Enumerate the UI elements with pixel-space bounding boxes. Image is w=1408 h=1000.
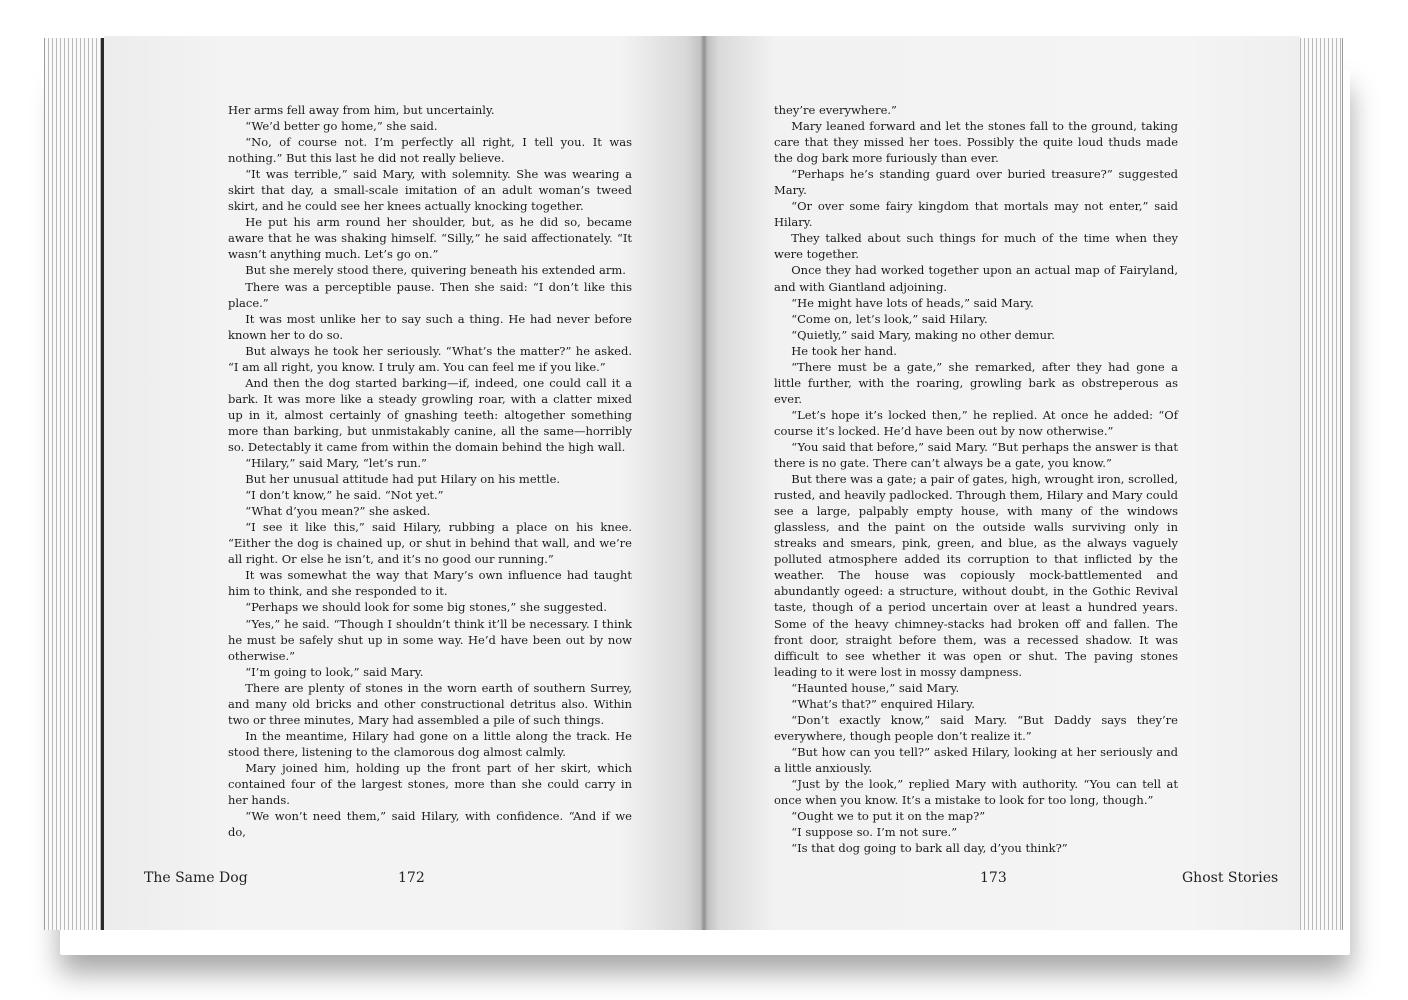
paragraph: “I see it like this,” said Hilary, rubbing a place on his knee. “Either the dog is chained up, or shut in behind that wall, and we’re all right. Or else he isn’t, and it’s no good our running.” xyxy=(228,520,632,567)
paragraph: “Is that dog going to bark all day, d’you think?” xyxy=(791,841,1068,856)
paragraph: “You said that before,” said Mary. “But perhaps the answer is that there is no gate. There can’t always be a gate, you know.” xyxy=(774,439,1178,471)
left-page-number: 172 xyxy=(398,870,425,886)
right-page-edges xyxy=(1300,38,1343,930)
paragraph: “I don’t know,” he said. “Not yet.” xyxy=(245,488,444,503)
paragraph: He took her hand. xyxy=(791,343,897,358)
paragraph: Mary leaned forward and let the stones fall to the ground, taking care that they missed her toes. Possibly the quite loud thuds made the dog bark more furiously than ever. xyxy=(774,119,1178,166)
left-page-edges xyxy=(44,38,105,930)
paragraph: “But how can you tell?” asked Hilary, looking at her seriously and a little anxiously. xyxy=(774,744,1178,775)
paragraph: they’re everywhere.” xyxy=(774,103,897,117)
paragraph: But she merely stood there, quivering beneath his extended arm. xyxy=(245,263,626,278)
paragraph: “Just by the look,” replied Mary with authority. “You can tell at once when you know. It’s a mistake to look for too long, though.” xyxy=(774,776,1178,808)
paragraph: “Or over some fairy kingdom that mortals may not enter,” said Hilary. xyxy=(774,199,1178,230)
paragraph: He put his arm round her shoulder, but, as he did so, became aware that he was shaking himself. “Silly,” he said affectionately. “It wasn’t anything much. Let’s go on.” xyxy=(228,215,632,262)
paragraph: In the meantime, Hilary had gone on a little along the track. He stood there, listening to the clamorous dog almost calmly. xyxy=(228,728,632,759)
paragraph: “Ought we to put it on the map?” xyxy=(791,809,986,824)
paragraph: “Let’s hope it’s locked then,” he replied. At once he added: “Of course it’s locked. He’d have been out by now otherwise.” xyxy=(774,407,1178,438)
paragraph: “Perhaps he’s standing guard over buried treasure?” suggested Mary. xyxy=(774,167,1178,198)
paragraph: “Come on, let’s look,” said Hilary. xyxy=(791,311,988,326)
paragraph: Her arms fell away from him, but uncertainly. xyxy=(228,103,495,117)
paragraph: “I’m going to look,” said Mary. xyxy=(245,664,424,679)
paragraph: “I suppose so. I’m not sure.” xyxy=(791,825,958,840)
paragraph: It was most unlike her to say such a thing. He had never before known her to do so. xyxy=(228,311,632,342)
right-page xyxy=(704,36,1300,930)
right-running-title: Ghost Stories xyxy=(1182,870,1279,886)
paragraph: “No, of course not. I’m perfectly all right, I tell you. It was nothing.” But this last he did not really believe. xyxy=(228,135,632,166)
paragraph: “Don’t exactly know,” said Mary. “But Daddy says they’re everywhere, though people don’t realize it.” xyxy=(774,712,1178,743)
paragraph: There was a perceptible pause. Then she said: “I don’t like this place.” xyxy=(228,279,632,310)
paragraph: “Hilary,” said Mary, “let’s run.” xyxy=(245,456,427,471)
paragraph: “We’d better go home,” she said. xyxy=(245,119,438,134)
paragraph: Mary joined him, holding up the front part of her skirt, which contained four of the largest stones, more than she could carry in her hands. xyxy=(228,760,632,808)
right-page-number: 173 xyxy=(980,870,1007,886)
paragraph: They talked about such things for much of the time when they were together. xyxy=(774,231,1178,262)
paragraph: “There must be a gate,” she remarked, after they had gone a little further, with the roaring, growling bark as obstreperous as ever. xyxy=(774,359,1178,406)
paragraph: Once they had worked together upon an actual map of Fairyland, and with Giantland adjoining. xyxy=(774,263,1178,294)
paragraph: “Yes,” he said. “Though I shouldn’t think it’ll be necessary. I think he must be safely shut up in some way. He’d have been out by now otherwise.” xyxy=(228,616,632,663)
paragraph: “Perhaps we should look for some big stones,” she suggested. xyxy=(245,600,607,615)
paragraph: But her unusual attitude had put Hilary on his mettle. xyxy=(245,472,561,487)
paragraph: But always he took her seriously. “What’s the matter?” he asked. “I am all right, you know. I truly am. You can feel me if you like.” xyxy=(228,343,632,374)
paragraph: But there was a gate; a pair of gates, high, wrought iron, scrolled, rusted, and heavily padlocked. Through them, Hilary and Mary could see a large, palpably empty house, with many of the windows glassless, and the paint on the outside walls surviving only in streaks and smears, pink, green, and blue, as the always vaguely polluted atmosphere added its corruption to that inflicted by the weather. The house was copiously mock-battlemented and abundantly ogeed: a structure, without doubt, in the Gothic Revival taste, though of a period uncertain over at least a hundred years. Some of the heavy chimney-stacks had broken off and fallen. The front door, straight before them, was a recessed shadow. It was difficult to see whether it was open or shut. The paving stones leading to it were lost in mossy dampness. xyxy=(774,472,1179,679)
paragraph: It was somewhat the way that Mary’s own influence had taught him to think, and she responded to it. xyxy=(228,568,632,599)
paragraph: And then the dog started barking—if, indeed, one could call it a bark. It was more like a steady growling roar, with a clatter mixed up in it, almost certainly of gnashing teeth: altogether something more than barking, but unmistakably canine, all the same—horribly so. Detectably it came from within the domain behind the high wall. xyxy=(228,375,632,454)
paragraph: “We won’t need them,” said Hilary, with confidence. “And if we do, xyxy=(228,809,632,840)
paragraph: “It was terrible,” said Mary, with solemnity. She was wearing a skirt that day, a small-scale imitation of an adult woman’s tweed skirt, and he could see her knees actually knocking together. xyxy=(228,167,632,214)
left-page xyxy=(104,36,704,930)
left-page-body xyxy=(228,102,632,840)
left-running-title: The Same Dog xyxy=(144,870,248,886)
paragraph: “What d’you mean?” she asked. xyxy=(245,504,431,519)
paragraph: “Haunted house,” said Mary. xyxy=(791,680,960,695)
book-gutter xyxy=(700,36,708,930)
paragraph: “He might have lots of heads,” said Mary. xyxy=(791,295,1034,310)
paragraph: “What’s that?” enquired Hilary. xyxy=(791,696,975,711)
paragraph: There are plenty of stones in the worn earth of southern Surrey, and many old bricks and other constructional detritus also. Within two or three minutes, Mary had assembled a pile of such things. xyxy=(228,680,632,727)
right-page-body xyxy=(774,102,1178,856)
paragraph: “Quietly,” said Mary, making no other demur. xyxy=(791,327,1055,342)
